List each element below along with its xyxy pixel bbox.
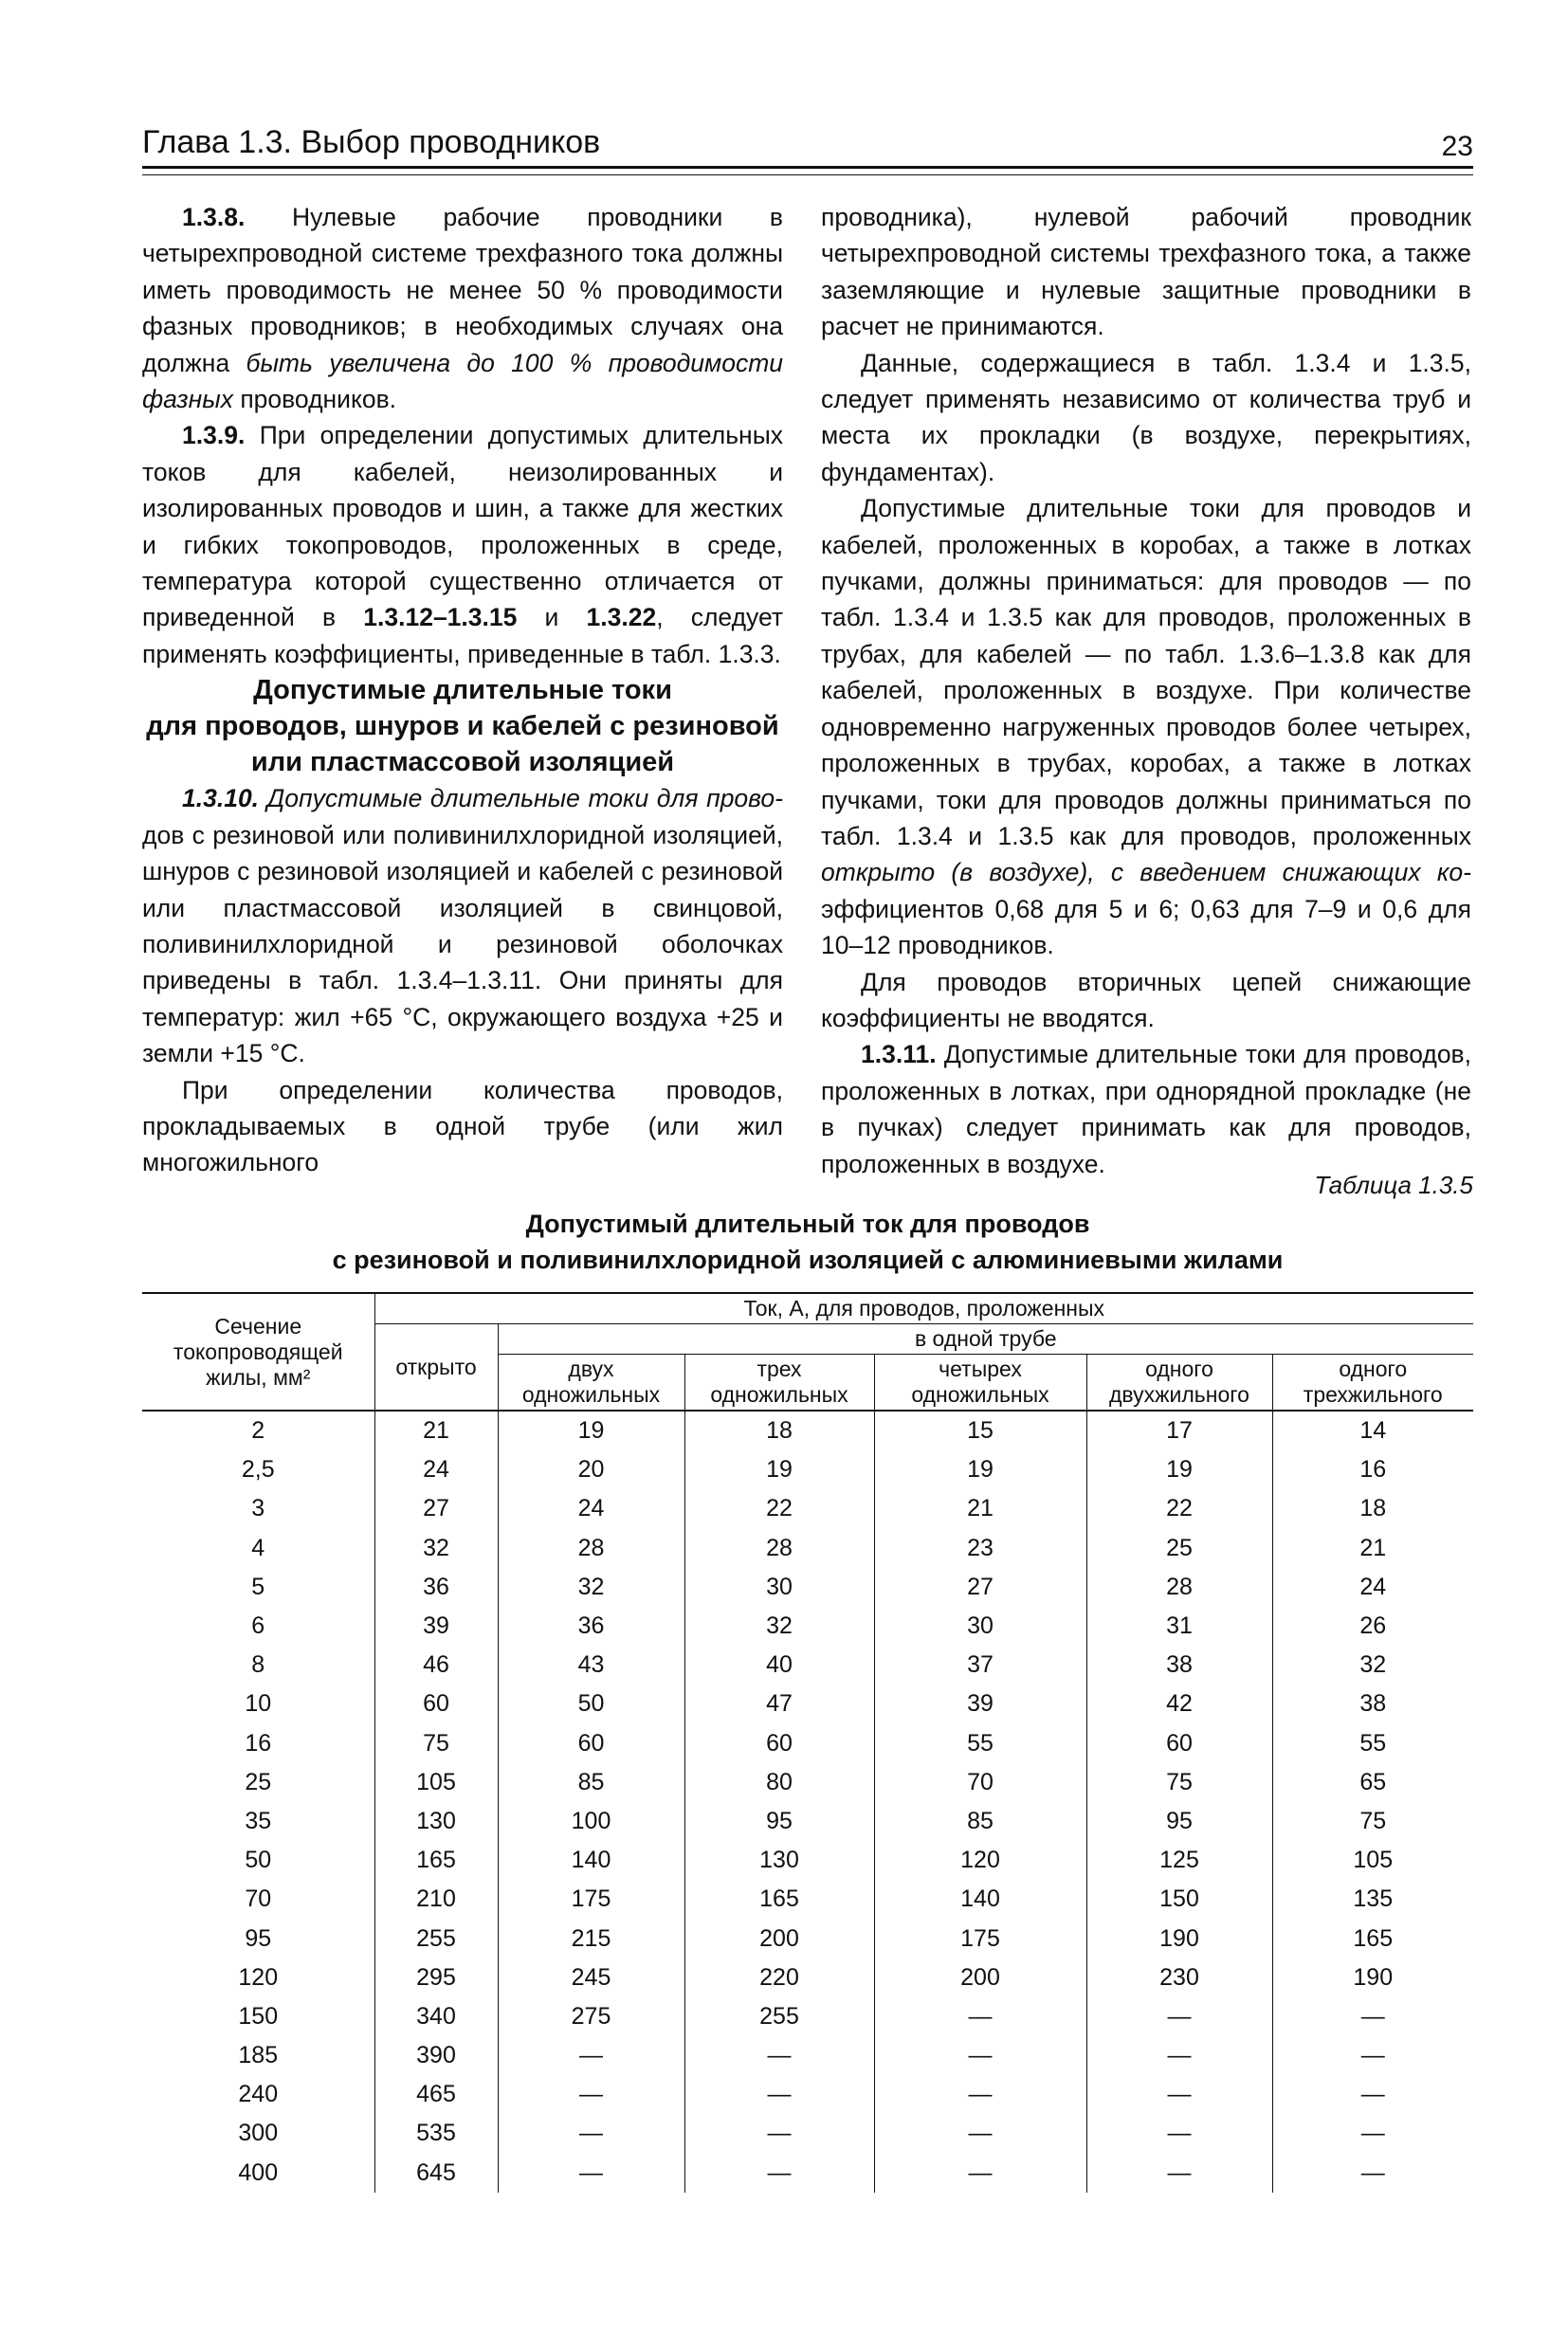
section-title-line: Допустимые длительные токи — [253, 675, 672, 706]
current-cell: 40 — [684, 1646, 874, 1685]
table-row — [142, 2114, 1473, 2153]
current-cell: 70 — [874, 1763, 1086, 1802]
current-cell: 75 — [1272, 1802, 1473, 1841]
paragraph-wire-count: При определении количества проводов, прокладываемых в одной трубе (или жил многожильного — [142, 1075, 783, 1177]
current-cell: 39 — [874, 1685, 1086, 1723]
table-row — [142, 1646, 1473, 1685]
header-text: одножильных — [521, 1382, 661, 1407]
current-cell: 255 — [374, 1919, 498, 1958]
table-row — [142, 1763, 1473, 1802]
current-cell: 39 — [374, 1607, 498, 1646]
header-four — [874, 1355, 1086, 1412]
current-cell: — — [1272, 1997, 1473, 2036]
header-rule-thin — [142, 174, 1473, 175]
italic-text: быть увеличена до 100 % проводимости фазных — [142, 348, 784, 414]
paragraph-text: , следует применять коэффициенты, приведенные в табл. 1.3.3. — [142, 603, 783, 668]
section-cell: 95 — [245, 1924, 272, 1952]
current-cell: 140 — [874, 1880, 1086, 1919]
table-row — [142, 1411, 1473, 1450]
paragraph-boxes — [821, 490, 1471, 963]
current-cell: 14 — [1272, 1411, 1473, 1450]
header-text: Сечение — [214, 1313, 302, 1339]
table-title-line: с резиновой и поливинилхлоридной изоляцией с алюминиевыми жилами — [332, 1246, 1284, 1274]
header-text: четырех — [939, 1357, 1022, 1381]
current-cell: 275 — [498, 1997, 684, 2036]
current-cell: 60 — [374, 1685, 498, 1723]
current-cell: 50 — [498, 1685, 684, 1723]
current-cell: 295 — [374, 1958, 498, 1997]
header-text: токопроводящей — [173, 1339, 343, 1364]
current-cell: 465 — [374, 2075, 498, 2114]
table-row — [142, 1919, 1473, 1958]
section-cell: 120 — [238, 1963, 279, 1991]
table-row — [142, 2036, 1473, 2075]
current-cell: 24 — [1272, 1568, 1473, 1607]
current-cell: 105 — [1272, 1841, 1473, 1880]
current-cell: 17 — [1086, 1411, 1272, 1450]
table-row — [142, 1724, 1473, 1763]
current-cell: 95 — [1086, 1802, 1272, 1841]
section-cell: 185 — [238, 2042, 279, 2069]
header-tube: в одной трубе — [498, 1324, 1473, 1355]
current-cell: — — [1086, 1997, 1272, 2036]
header-section — [142, 1293, 374, 1411]
section-cell: 3 — [251, 1495, 265, 1522]
table-row — [142, 1841, 1473, 1880]
section-cell: 400 — [238, 2159, 279, 2186]
paragraph-data-note: Данные, содержащиеся в табл. 1.3.4 и 1.3.5, следует применять независимо от количества труб и места их прокладки (в воздухе, перекрытиях, фундаментах). — [821, 348, 1471, 486]
current-cell: 18 — [1272, 1489, 1473, 1528]
current-cell: 42 — [1086, 1685, 1272, 1723]
header-text: одного — [1339, 1357, 1408, 1381]
current-cell: — — [1086, 2036, 1272, 2075]
header-current: Ток, А, для проводов, проложенных — [374, 1293, 1473, 1324]
table-label: Таблица 1.3.5 — [1314, 1171, 1473, 1199]
current-cell: 95 — [684, 1802, 874, 1841]
current-cell: 38 — [1272, 1685, 1473, 1723]
current-cell: — — [684, 2075, 874, 2114]
header-text: одножильных — [710, 1382, 848, 1407]
current-cell: 165 — [374, 1841, 498, 1880]
header-text: одножильных — [911, 1382, 1049, 1407]
current-cell: 215 — [498, 1919, 684, 1958]
current-cell: 28 — [684, 1529, 874, 1568]
current-cell: 38 — [1086, 1646, 1272, 1685]
paragraph-text: дов с резиновой или поливинилхлоридной изоляцией, шнуров с резиновой изоляцией и кабелей с резиновой или пластмассовой изоляцией в свинцовой, поливинилхлоридной и резиновой оболочках приведены в табл. 1.3.4–1.3.11. Они приняты для температур: жил +65 °С, окружающего воздуха +25 и земли +15 °С. — [142, 820, 783, 1068]
header-text: жилы, мм² — [206, 1364, 311, 1390]
header-three — [684, 1355, 874, 1412]
current-cell: 31 — [1086, 1607, 1272, 1646]
current-cell: 32 — [684, 1607, 874, 1646]
current-cell: 130 — [684, 1841, 874, 1880]
current-cell: 210 — [374, 1880, 498, 1919]
current-cell: 19 — [874, 1450, 1086, 1489]
current-cell: 28 — [498, 1529, 684, 1568]
paragraph-secondary: Для проводов вторичных цепей снижающие коэффициенты не вводятся. — [821, 967, 1471, 1032]
current-cell: 22 — [684, 1489, 874, 1528]
current-cell: — — [684, 2154, 874, 2193]
current-cell: 26 — [1272, 1607, 1473, 1646]
current-cell: 30 — [874, 1607, 1086, 1646]
page-number: 23 — [1441, 131, 1473, 162]
current-cell: 19 — [498, 1411, 684, 1450]
current-cell: 220 — [684, 1958, 874, 1997]
section-cell: 150 — [238, 2002, 279, 2030]
table-row — [142, 1880, 1473, 1919]
current-cell: 25 — [1086, 1529, 1272, 1568]
table-row — [142, 1568, 1473, 1607]
paragraph-1-3-11 — [821, 1036, 1471, 1182]
current-cell: 190 — [1086, 1919, 1272, 1958]
current-cell: — — [874, 2075, 1086, 2114]
current-cell: 47 — [684, 1685, 874, 1723]
italic-text: открыто (в воздухе), с введением снижающих ко- — [821, 858, 1471, 887]
current-cell: 19 — [684, 1450, 874, 1489]
current-cell: 27 — [874, 1568, 1086, 1607]
table-row — [142, 1489, 1473, 1528]
current-cell: 46 — [374, 1646, 498, 1685]
table-title-line: Допустимый длительный ток для проводов — [525, 1210, 1090, 1238]
section-cell: 50 — [245, 1847, 272, 1874]
table-row — [142, 1958, 1473, 1997]
current-cell: 165 — [684, 1880, 874, 1919]
current-cell: 75 — [374, 1724, 498, 1763]
paragraph-text: Допустимые длительные токи для проводов, проложенных в лотках, при однорядной прокладке (не в пучках) следует принимать как для проводов, проложенных в воздухе. — [821, 1040, 1471, 1178]
current-cell: 32 — [1272, 1646, 1473, 1685]
clause-ref: 1.3.22 — [586, 603, 657, 632]
section-title — [142, 672, 783, 780]
current-cell: 125 — [1086, 1841, 1272, 1880]
current-cell: 245 — [498, 1958, 684, 1997]
section-cell: 25 — [245, 1768, 272, 1795]
current-cell: 60 — [684, 1724, 874, 1763]
table-row — [142, 1450, 1473, 1489]
current-cell: — — [1272, 2154, 1473, 2193]
section-cell: 10 — [245, 1690, 272, 1718]
current-cell: 28 — [1086, 1568, 1272, 1607]
current-cell: 200 — [874, 1958, 1086, 1997]
current-table — [142, 1292, 1473, 2193]
current-cell: 75 — [1086, 1763, 1272, 1802]
current-cell: — — [498, 2114, 684, 2153]
current-cell: 24 — [374, 1450, 498, 1489]
current-cell: 37 — [874, 1646, 1086, 1685]
section-cell: 70 — [245, 1885, 272, 1913]
paragraph-text: При определении допустимых длительных токов для кабелей, неизолированных и изолированных проводов и шин, а также для жестких и гибких токопроводов, проложенных в среде, температура которой существенно отличается от приведенной в — [142, 421, 783, 632]
header-one-three-core — [1272, 1355, 1473, 1412]
section-cell: 240 — [238, 2081, 279, 2108]
current-cell: 230 — [1086, 1958, 1272, 1997]
current-cell: — — [498, 2036, 684, 2075]
current-cell: 85 — [498, 1763, 684, 1802]
table-row — [142, 1529, 1473, 1568]
section-cell: 6 — [251, 1612, 265, 1640]
current-cell: 16 — [1272, 1450, 1473, 1489]
current-cell: 175 — [498, 1880, 684, 1919]
header-text: двух — [568, 1357, 614, 1381]
current-cell: — — [1086, 2114, 1272, 2153]
current-cell: 165 — [1272, 1919, 1473, 1958]
clause-number: 1.3.9. — [182, 421, 246, 450]
table-title — [142, 1206, 1473, 1278]
paragraph-1-3-9 — [142, 417, 783, 672]
current-cell: 55 — [1272, 1724, 1473, 1763]
current-cell: 65 — [1272, 1763, 1473, 1802]
table-row — [142, 2154, 1473, 2193]
section-cell: 35 — [245, 1807, 272, 1834]
current-cell: 19 — [1086, 1450, 1272, 1489]
paragraph-text: Нулевые рабочие проводники в четырехпроводной системе трехфазного тока должны иметь проводимость не менее 50 % проводимости фазных проводников; в необходимых случаях она должна — [142, 203, 783, 377]
current-cell: 21 — [1272, 1529, 1473, 1568]
current-cell: — — [874, 2114, 1086, 2153]
current-cell: 255 — [684, 1997, 874, 2036]
current-cell: 32 — [374, 1529, 498, 1568]
current-cell: 30 — [684, 1568, 874, 1607]
table-row — [142, 1802, 1473, 1841]
current-cell: 645 — [374, 2154, 498, 2193]
table-row — [142, 1997, 1473, 2036]
current-cell: 20 — [498, 1450, 684, 1489]
section-cell: 16 — [245, 1729, 272, 1757]
header-text: трехжильного — [1303, 1382, 1443, 1407]
current-cell: — — [874, 2036, 1086, 2075]
table-row — [142, 1685, 1473, 1723]
current-cell: — — [498, 2154, 684, 2193]
current-cell: 43 — [498, 1646, 684, 1685]
current-cell: — — [684, 2114, 874, 2153]
section-cell: 2 — [142, 1411, 374, 1450]
current-cell: 190 — [1272, 1958, 1473, 1997]
current-cell: 24 — [498, 1489, 684, 1528]
current-cell: 85 — [874, 1802, 1086, 1841]
current-cell: 22 — [1086, 1489, 1272, 1528]
current-cell: — — [874, 2154, 1086, 2193]
paragraph-text: Допустимые длительные токи для проводов и кабелей, проложенных в коробах, а также в лотках пучками, должны приниматься: для проводов — по табл. 1.3.4 и 1.3.5 как для проводов, проложенных в трубах, для кабелей — по табл. 1.3.6–1.3.8 как для кабелей, проложенных в воздухе. При количестве одновременно нагруженных проводов более четырех, проложенных в трубах, коробах, а также в лотках пучками, токи для проводов должны приниматься по табл. 1.3.4 и 1.3.5 как для проводов, проложенных — [821, 494, 1471, 850]
current-cell: 390 — [374, 2036, 498, 2075]
current-cell: 140 — [498, 1841, 684, 1880]
current-cell: 120 — [874, 1841, 1086, 1880]
section-cell: 4 — [251, 1534, 265, 1561]
table-row — [142, 2075, 1473, 2114]
current-cell: 130 — [374, 1802, 498, 1841]
current-cell: 15 — [874, 1411, 1086, 1450]
current-cell: — — [1272, 2114, 1473, 2153]
header-text: одного — [1145, 1357, 1213, 1381]
italic-text: Допустимые длительные токи для прово- — [259, 784, 783, 813]
current-cell: — — [684, 2036, 874, 2075]
right-column — [821, 199, 1471, 1182]
current-cell: 36 — [374, 1568, 498, 1607]
paragraph-text: и — [517, 603, 587, 632]
page-header — [142, 121, 1473, 169]
current-cell: 32 — [498, 1568, 684, 1607]
paragraph-1-3-8 — [142, 199, 783, 417]
clause-number: 1.3.10. — [182, 784, 260, 813]
section-cell: 300 — [238, 2120, 279, 2147]
current-cell: 200 — [684, 1919, 874, 1958]
current-cell: — — [1272, 2036, 1473, 2075]
header-rule — [142, 166, 1473, 169]
clause-number: 1.3.8. — [182, 203, 246, 231]
left-column — [142, 199, 783, 1181]
header-open: открыто — [374, 1324, 498, 1412]
current-cell: 27 — [374, 1489, 498, 1528]
current-cell: 21 — [874, 1489, 1086, 1528]
paragraph-text: эффициентов 0,68 для 5 и 6; 0,63 для 7–9 и 0,6 для 10–12 проводников. — [821, 894, 1471, 960]
header-two — [498, 1355, 684, 1412]
section-cell: 8 — [251, 1651, 265, 1679]
clause-number: 1.3.11. — [861, 1040, 937, 1069]
header-one-two-core — [1086, 1355, 1272, 1412]
current-cell: 340 — [374, 1997, 498, 2036]
current-cell: — — [874, 1997, 1086, 2036]
paragraph-continued: проводника), нулевой рабочий проводник четырехпроводной системы трехфазного тока, а также заземляющие и нулевые защитные проводники в расчет не принимаются. — [821, 203, 1471, 341]
current-cell: — — [498, 2075, 684, 2114]
current-cell: 535 — [374, 2114, 498, 2153]
table-row — [142, 1607, 1473, 1646]
current-cell: — — [1086, 2154, 1272, 2193]
current-cell: 135 — [1272, 1880, 1473, 1919]
current-cell: 80 — [684, 1763, 874, 1802]
current-cell: 100 — [498, 1802, 684, 1841]
current-cell: 18 — [684, 1411, 874, 1450]
current-cell: 150 — [1086, 1880, 1272, 1919]
paragraph-1-3-10 — [142, 780, 783, 1071]
current-cell: — — [1086, 2075, 1272, 2114]
current-cell: 175 — [874, 1919, 1086, 1958]
section-cell: 5 — [251, 1573, 265, 1600]
clause-ref: 1.3.12–1.3.15 — [363, 603, 518, 632]
table-body — [142, 1411, 1473, 2193]
section-title-line: для проводов, шнуров и кабелей с резиновой — [146, 711, 779, 742]
header-text: трех — [757, 1357, 802, 1381]
current-cell: 60 — [1086, 1724, 1272, 1763]
current-cell: 60 — [498, 1724, 684, 1763]
current-cell: 105 — [374, 1763, 498, 1802]
current-cell: 55 — [874, 1724, 1086, 1763]
paragraph-text: проводников. — [232, 385, 397, 414]
current-cell: 36 — [498, 1607, 684, 1646]
current-cell: — — [1272, 2075, 1473, 2114]
current-cell: 21 — [374, 1411, 498, 1450]
current-cell: 23 — [874, 1529, 1086, 1568]
section-title-line: или пластмассовой изоляцией — [250, 747, 675, 778]
chapter-title: Глава 1.3. Выбор проводников — [142, 124, 601, 160]
header-text: двухжильного — [1109, 1382, 1249, 1407]
section-cell: 2,5 — [241, 1456, 275, 1484]
